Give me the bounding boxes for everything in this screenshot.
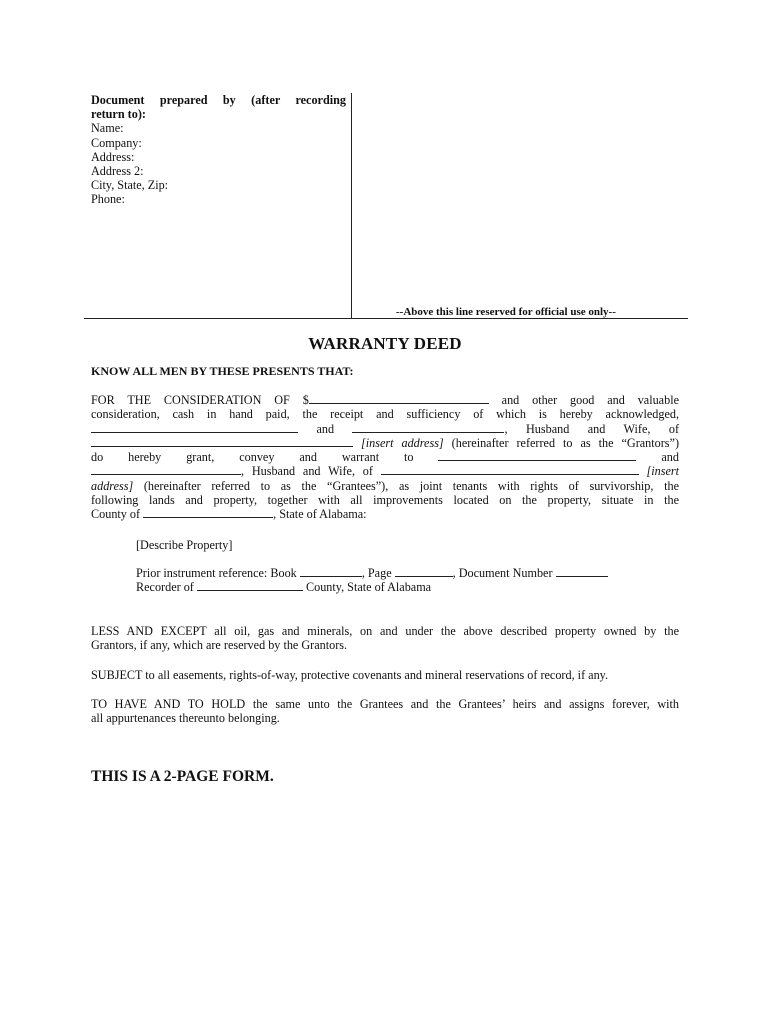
document-number-blank bbox=[556, 566, 608, 577]
official-use-note: --Above this line reserved for official use only-- bbox=[396, 306, 616, 318]
recording-divider-vertical bbox=[351, 93, 352, 318]
address-label: Address: bbox=[91, 149, 135, 164]
consideration-line-2: consideration, cash in hand paid, the receipt and sufficiency of which is hereby acknowledged, bbox=[91, 407, 679, 422]
grantee-1-blank bbox=[438, 450, 636, 461]
recorder-county-blank bbox=[197, 580, 303, 591]
company-label: Company: bbox=[91, 135, 142, 150]
preparer-heading: Document prepared by (after recording bbox=[91, 93, 346, 107]
name-label: Name: bbox=[91, 121, 124, 136]
habendum-paragraph bbox=[91, 697, 679, 726]
page-blank bbox=[395, 566, 453, 577]
less-except-line-1: LESS AND EXCEPT all oil, gas and minerals, on and under the above described property owned by the bbox=[91, 624, 679, 638]
recording-divider-horizontal bbox=[84, 318, 688, 319]
habendum-line-2: all appurtenances thereunto belonging. bbox=[91, 711, 280, 726]
prior-instrument-reference bbox=[136, 566, 608, 595]
consideration-line-5: do hereby grant, convey and warrant to and bbox=[91, 450, 679, 465]
preparer-block bbox=[91, 93, 346, 207]
consideration-line-7: address] (hereinafter referred to as the “Grantees”), as joint tenants with rights of survivorship, the bbox=[91, 478, 679, 493]
two-page-form-note: THIS IS A 2-PAGE FORM. bbox=[91, 768, 274, 785]
consideration-line-9: County of , State of Alabama: bbox=[91, 507, 367, 522]
less-except-line-2: Grantors, if any, which are reserved by the Grantors. bbox=[91, 638, 348, 653]
grantee-address-blank bbox=[381, 464, 639, 475]
prior-reference-line: Prior instrument reference: Book , Page , Document Number bbox=[136, 566, 608, 580]
consideration-line-1: FOR THE CONSIDERATION OF $ and other good and valuable bbox=[91, 393, 679, 407]
consideration-line-4: [insert address] (hereinafter referred to as the “Grantors”) bbox=[91, 436, 679, 450]
recorder-line: Recorder of County, State of Alabama bbox=[136, 580, 432, 595]
address2-label: Address 2: bbox=[91, 164, 144, 179]
grantee-2-blank bbox=[91, 464, 241, 475]
habendum-line-1: TO HAVE AND TO HOLD the same unto the Grantees and the Grantees’ heirs and assigns forever, with bbox=[91, 697, 679, 711]
know-all-men-heading: KNOW ALL MEN BY THESE PRESENTS THAT: bbox=[91, 364, 354, 378]
less-and-except-paragraph bbox=[91, 624, 679, 653]
grantor-2-blank bbox=[352, 422, 504, 433]
preparer-heading-cont: return to): bbox=[91, 107, 146, 122]
subject-to-paragraph: SUBJECT to all easements, rights-of-way, protective covenants and mineral reservations of record, if any. bbox=[91, 668, 609, 682]
grantor-1-blank bbox=[91, 422, 298, 433]
consideration-line-8: following lands and property, together with all improvements located on the property, situate in the bbox=[91, 493, 679, 508]
city-state-zip-label: City, State, Zip: bbox=[91, 178, 169, 193]
document-title: WARRANTY DEED bbox=[308, 334, 462, 353]
county-blank bbox=[143, 507, 273, 518]
consideration-amount-blank bbox=[309, 393, 489, 404]
consideration-line-6: , Husband and Wife, of [insert bbox=[91, 464, 679, 478]
book-blank bbox=[300, 566, 362, 577]
consideration-line-3: and , Husband and Wife, of bbox=[91, 422, 679, 436]
describe-property: [Describe Property] bbox=[136, 538, 233, 552]
grantor-address-blank bbox=[91, 436, 353, 447]
consideration-paragraph bbox=[91, 393, 679, 522]
phone-label: Phone: bbox=[91, 192, 125, 207]
